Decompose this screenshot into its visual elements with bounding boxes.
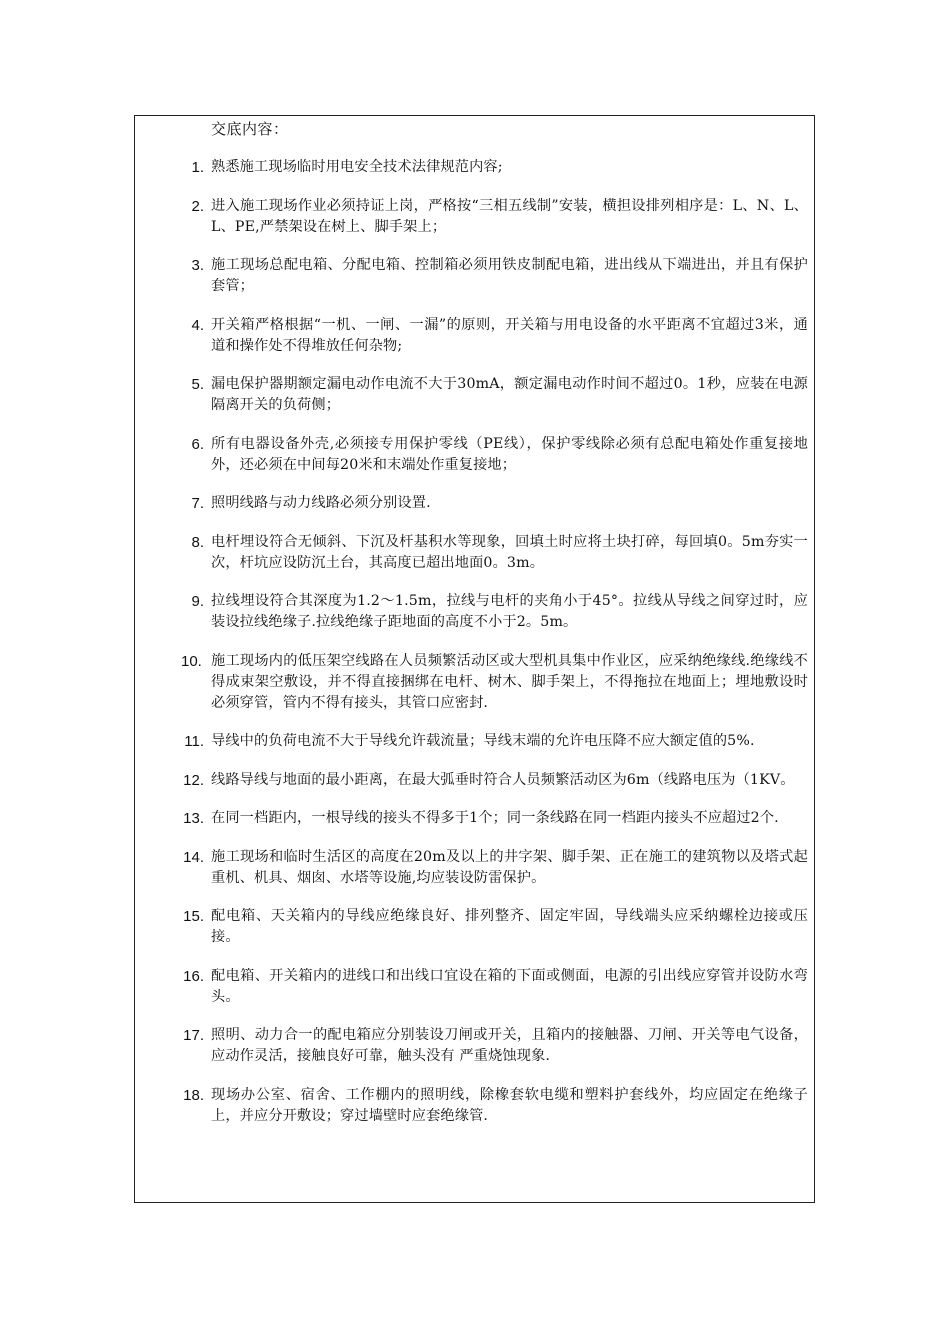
item-number: 12. [183, 771, 204, 789]
item-text: 配电箱、开关箱内的进线口和出线口宜设在箱的下面或侧面，电源的引出线应穿管并设防水弯头。 [211, 967, 808, 1005]
item-text: 施工现场和临时生活区的高度在20m及以上的井字架、脚手架、正在施工的建筑物以及塔式起重机、机具、烟囱、水塔等设施,均应装设防雷保护。 [211, 848, 808, 886]
list-item [135, 493, 814, 514]
item-text: 漏电保护器期额定漏电动作电流不大于30mA，额定漏电动作时间不超过0。1秒，应装在电源隔离开关的负荷侧； [211, 376, 808, 413]
item-text: 线路导线与地面的最小距离，在最大弧垂时符合人员频繁活动区为6m（线路电压为（1KV。 [211, 771, 795, 788]
list-item [135, 731, 814, 752]
item-number: 1. [191, 159, 204, 176]
item-text: 在同一档距内，一根导线的接头不得多于1个；同一条线路在同一档距内接头不应超过2个. [211, 810, 779, 826]
list-item [135, 374, 814, 416]
item-number: 17. [183, 1027, 204, 1044]
item-text: 现场办公室、宿舍、工作棚内的照明线，除橡套软电缆和塑料护套线外，均应固定在绝缘子上，并应分开敷设；穿过墙壁时应套绝缘管. [211, 1086, 808, 1124]
item-number: 6. [191, 435, 204, 453]
list-item [135, 532, 814, 574]
list-item [135, 808, 814, 829]
list-item [135, 196, 814, 238]
list-item [135, 770, 814, 791]
item-number: 7. [191, 495, 204, 512]
item-number: 8. [191, 533, 204, 551]
item-number: 10. [181, 652, 202, 670]
item-number: 4. [191, 316, 204, 334]
item-text: 照明线路与动力线路必须分别设置. [211, 495, 431, 511]
list-item [135, 1025, 814, 1067]
item-number: 18. [183, 1086, 204, 1104]
item-number: 13. [183, 810, 204, 827]
list-item [135, 966, 814, 1008]
item-text: 配电箱、天关箱内的导线应绝缘良好、排列整齐、固定牢固，导线端头应采纳螺栓边接或压接。 [211, 908, 808, 945]
item-number: 3. [191, 257, 204, 274]
item-text: 进入施工现场作业必须持证上岗，严格按“三相五线制”安装，横担设排列相序是：L、N、L、L、PE,严禁架设在树上、脚手架上； [211, 197, 808, 235]
item-text: 开关箱严格根据“一机、一闸、一漏”的原则，开关箱与用电设备的水平距离不宜超过3米，通道和操作处不得堆放任何杂物; [211, 316, 808, 354]
list-item [135, 591, 814, 633]
item-text: 熟悉施工现场临时用电安全技术法律规范内容; [211, 159, 503, 175]
section-heading: 交底内容： [211, 120, 289, 138]
disclosure-content-box [134, 115, 815, 1203]
list-item [135, 651, 814, 714]
list-item [135, 157, 814, 178]
item-text: 照明、动力合一的配电箱应分别装设刀闸或开关，且箱内的接触器、刀闸、开关等电气设备，应动作灵活，接触良好可靠，触头没有 严重烧蚀现象. [211, 1027, 808, 1064]
list-item [135, 847, 814, 889]
item-number: 15. [183, 908, 204, 925]
list-item [135, 255, 814, 297]
item-text: 电杆埋设符合无倾斜、下沉及杆基积水等现象，回填土时应将土块打碎，每回填0。5m夯实一次，杆坑应设防沉土台，其高度已超出地面0。3m。 [211, 533, 808, 571]
list-item [135, 434, 814, 476]
item-text: 导线中的负荷电流不大于导线允许载流量；导线末端的允许电压降不应大额定值的5%. [211, 733, 755, 749]
item-number: 11. [184, 733, 204, 750]
list-item [135, 1085, 814, 1127]
list-item [135, 906, 814, 948]
item-list [135, 157, 814, 1144]
list-item [135, 315, 814, 357]
item-number: 16. [183, 967, 204, 985]
item-text: 施工现场内的低压架空线路在人员频繁活动区或大型机具集中作业区，应采纳绝缘线.绝缘线不得成束架空敷设，并不得直接捆绑在电杆、树木、脚手架上，不得拖拉在地面上；埋地敷设时必须穿管，管内不得有接头，其管口应密封. [211, 652, 808, 711]
item-number: 14. [183, 848, 204, 866]
item-text: 拉线埋设符合其深度为1.2～1.5m，拉线与电杆的夹角小于45°。拉线从导线之间穿过时，应装设拉线绝缘子.拉线绝缘子距地面的高度不小于2。5m。 [211, 593, 808, 630]
item-text: 施工现场总配电箱、分配电箱、控制箱必须用铁皮制配电箱，进出线从下端进出，并且有保护套管； [211, 257, 808, 294]
item-text: 所有电器设备外壳,必须接专用保护零线（PE线），保护零线除必须有总配电箱处作重复接地外，还必须在中间每20米和末端处作重复接地； [211, 435, 808, 473]
item-number: 5. [191, 376, 204, 393]
item-number: 2. [191, 197, 204, 215]
item-number: 9. [191, 593, 204, 610]
